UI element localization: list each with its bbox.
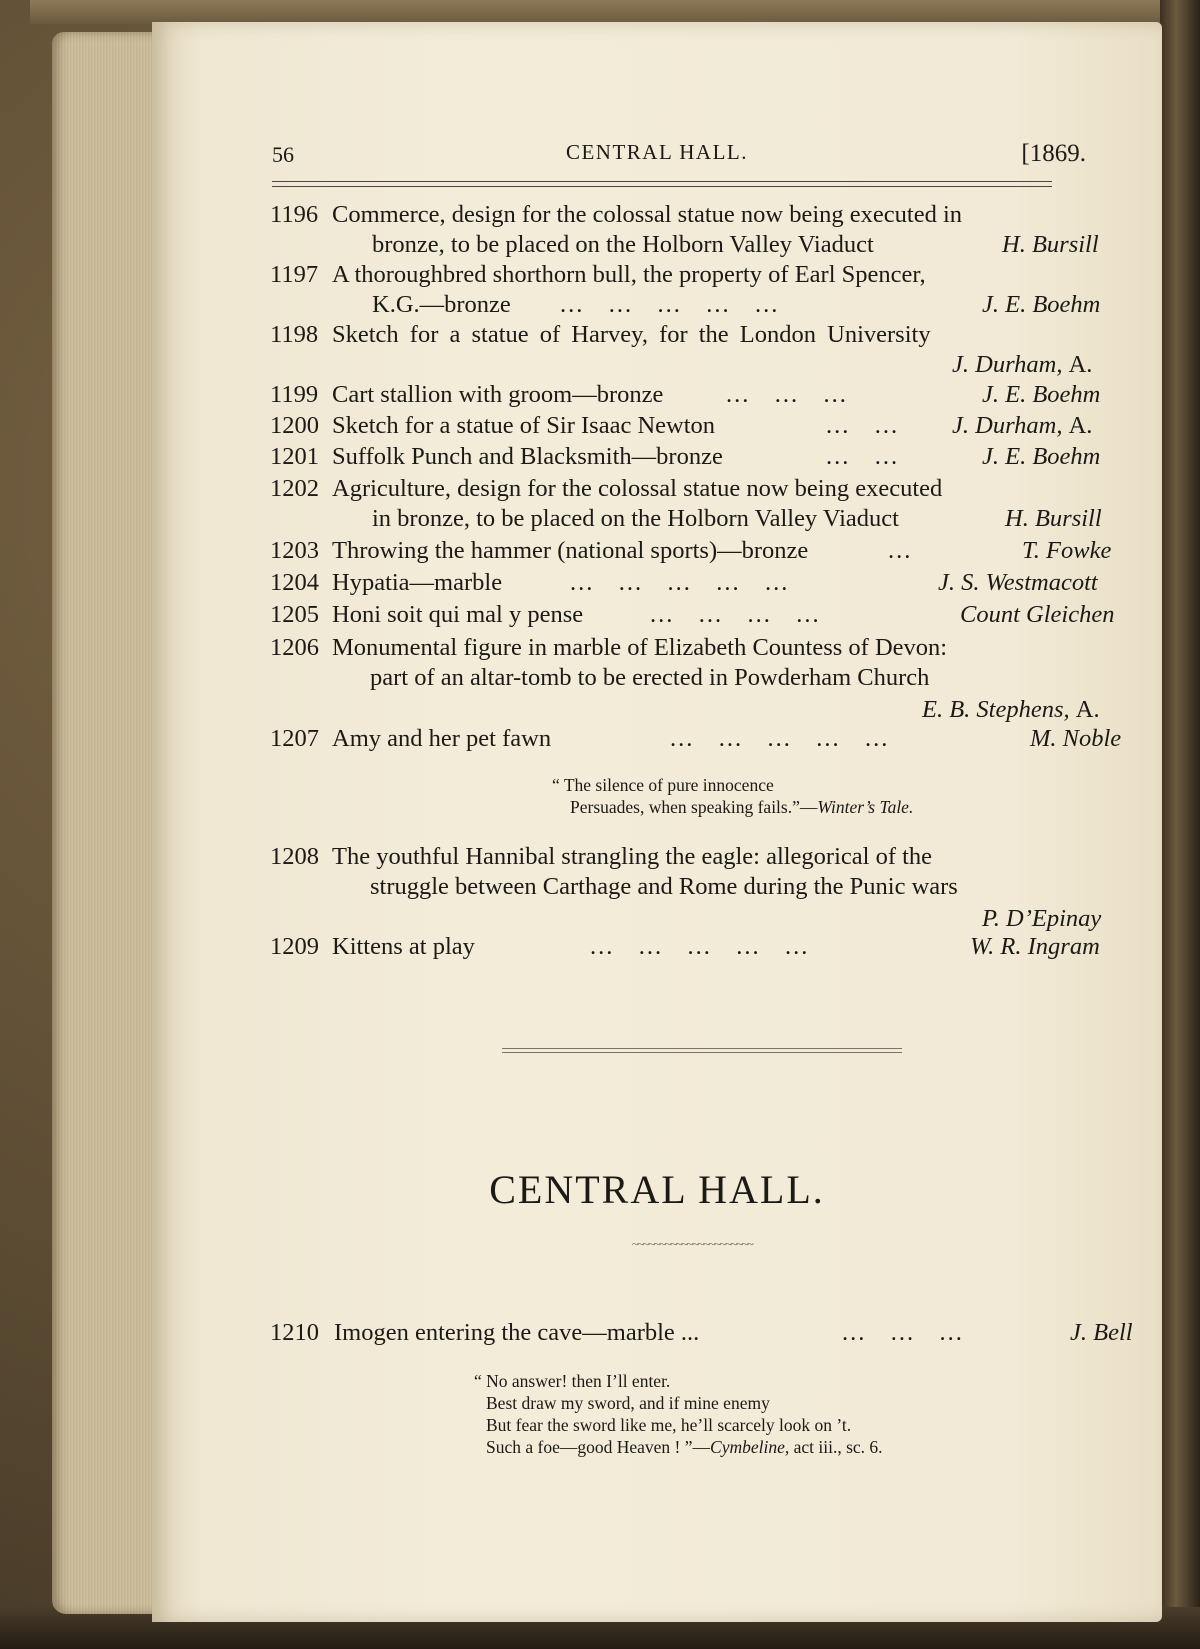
entry-artist: J. E. Boehm [982, 443, 1101, 470]
artist-name: J. Durham, [952, 412, 1063, 439]
entry-artist: H. Bursill [1005, 505, 1102, 532]
leader-dots: ... ... ... [726, 381, 848, 408]
entry-number: 1201 [270, 443, 319, 470]
entry-artist: Count Gleichen [960, 601, 1115, 628]
entry-title-cont: struggle between Carthage and Rome during the Punic wars [370, 873, 958, 900]
leader-dots: ... ... ... ... ... [570, 569, 790, 596]
entry-number: 1208 [270, 843, 319, 870]
entry-title: Honi soit qui mal y pense [332, 601, 584, 628]
entry-artist: W. R. Ingram [970, 933, 1100, 960]
entry-number: 1202 [270, 475, 319, 502]
entry-title: Throwing the hammer (national sports)—bronze [332, 537, 809, 564]
cover-edge-right [1160, 0, 1200, 1649]
entry-artist [952, 411, 1092, 441]
running-title: CENTRAL HALL. [565, 140, 749, 164]
entry-title: Agriculture, design for the colossal statue now being executed [332, 475, 943, 502]
entry-artist: J. E. Boehm [982, 381, 1101, 408]
entry-title: Hypatia—marble [332, 569, 503, 596]
entry-title-cont: bronze, to be placed on the Holborn Valley Viaduct [372, 231, 874, 258]
entry-title: Suffolk Punch and Blacksmith—bronze [332, 443, 723, 470]
ra-suffix: A. [1068, 412, 1093, 439]
page-edges [52, 32, 164, 1614]
ra-suffix: A. [1075, 696, 1100, 723]
entry-number: 1200 [270, 412, 319, 439]
quote-line [552, 796, 913, 818]
entry-number: 1207 [270, 725, 319, 752]
entry-title: Commerce, design for the colossal statue now being executed in [332, 201, 963, 228]
catalogue-entry [270, 633, 1130, 723]
leader-dots: ... ... [826, 412, 900, 439]
entry-title: A thoroughbred shorthorn bull, the property of Earl Spencer, [332, 261, 926, 288]
catalogue-entry [270, 411, 1130, 441]
entry-title: Monumental figure in marble of Elizabeth Countess of Devon: [332, 634, 948, 661]
entry-number: 1206 [270, 634, 319, 661]
entry-number: 1199 [270, 381, 319, 408]
entry-title: Imogen entering the cave—marble ... [334, 1319, 700, 1346]
year-mark: [1869. [1021, 140, 1086, 167]
epigraph-quote [474, 1370, 883, 1458]
entry-number: 1197 [270, 261, 319, 288]
catalogue-entry [270, 320, 1130, 380]
catalogue-entry [270, 842, 1130, 932]
leader-dots: ... ... ... ... ... [560, 291, 780, 318]
entry-number: 1198 [270, 321, 319, 348]
artist-name: J. Durham, [952, 351, 1063, 378]
catalogue-entry [270, 600, 1130, 630]
entry-title: The youthful Hannibal strangling the eagle: allegorical of the [332, 843, 933, 870]
entry-title: Sketch for a statue of Sir Isaac Newton [332, 412, 716, 439]
entry-artist: J. E. Boehm [982, 291, 1101, 318]
entry-number: 1205 [270, 601, 319, 628]
section-heading: CENTRAL HALL. [489, 1167, 825, 1212]
entry-artist: P. D’Epinay [982, 905, 1102, 932]
entry-artist: T. Fowke [1022, 537, 1112, 564]
running-head [152, 132, 1162, 172]
artist-name: E. B. Stephens, [922, 696, 1070, 723]
quote-line: Best draw my sword, and if mine enemy [486, 1393, 770, 1413]
quote-source-detail: act iii., sc. 6. [789, 1437, 883, 1457]
header-rule [272, 181, 1052, 187]
quote-source: Winter’s Tale. [817, 797, 914, 817]
entry-number: 1204 [270, 569, 319, 596]
entry-title: Amy and her pet fawn [332, 725, 552, 752]
quote-line: “ The silence of pure innocence [552, 775, 774, 795]
quote-text: Such a foe—good Heaven ! ”— [486, 1437, 711, 1457]
catalogue-entry [270, 200, 1130, 260]
entry-number: 1209 [270, 933, 319, 960]
entry-number: 1203 [270, 537, 319, 564]
catalogue-entry [270, 724, 1130, 754]
book-page [152, 22, 1162, 1622]
entry-number: 1196 [270, 201, 319, 228]
entry-title: Sketch for a statue of Harvey, for the London University [332, 321, 931, 348]
catalogue-entry [270, 932, 1130, 962]
entry-artist: H. Bursill [1002, 231, 1099, 258]
entry-artist [922, 695, 1100, 725]
entry-artist: J. Bell [1070, 1319, 1133, 1346]
section-divider [502, 1048, 902, 1053]
catalogue-entry [270, 442, 1130, 472]
entry-title-cont: part of an altar-tomb to be erected in Powderham Church [370, 664, 930, 691]
quote-text: Persuades, when speaking fails.”— [570, 797, 818, 817]
ra-suffix: A. [1068, 351, 1093, 378]
leader-dots: ... ... ... ... ... [670, 725, 890, 752]
catalogue-entry [270, 380, 1130, 410]
epigraph-quote [552, 774, 913, 818]
catalogue-entry [270, 536, 1130, 566]
cover-edge-top [30, 0, 1200, 24]
quote-source: Cymbeline, [710, 1437, 790, 1457]
entry-title: Kittens at play [332, 933, 475, 960]
leader-dots: ... [888, 537, 913, 564]
entry-title-cont: in bronze, to be placed on the Holborn Valley Viaduct [372, 505, 899, 532]
leader-dots: ... ... ... ... [650, 601, 821, 628]
quote-line: But fear the sword like me, he’ll scarcely look on ’t. [486, 1415, 852, 1435]
catalogue-entry [270, 568, 1130, 598]
leader-dots: ... ... [826, 443, 900, 470]
catalogue-entry [270, 260, 1130, 320]
entry-title: Cart stallion with groom—bronze [332, 381, 664, 408]
entry-artist [952, 350, 1092, 380]
entry-number: 1210 [270, 1319, 319, 1346]
entry-title-cont: K.G.—bronze [372, 291, 511, 318]
leader-dots: ... ... ... ... ... [590, 933, 810, 960]
page-number: 56 [272, 142, 294, 167]
catalogue-entry [270, 1318, 1140, 1348]
quote-line [474, 1436, 883, 1458]
ornament-rule: ~~~~~~~~~~~~~~~~~~~~~~ [632, 1237, 753, 1251]
leader-dots: ... ... ... [842, 1319, 964, 1346]
entry-artist: M. Noble [1030, 725, 1122, 752]
entry-artist: J. S. Westmacott [938, 569, 1098, 596]
catalogue-entry [270, 474, 1130, 534]
quote-line: “ No answer! then I’ll enter. [474, 1371, 671, 1391]
